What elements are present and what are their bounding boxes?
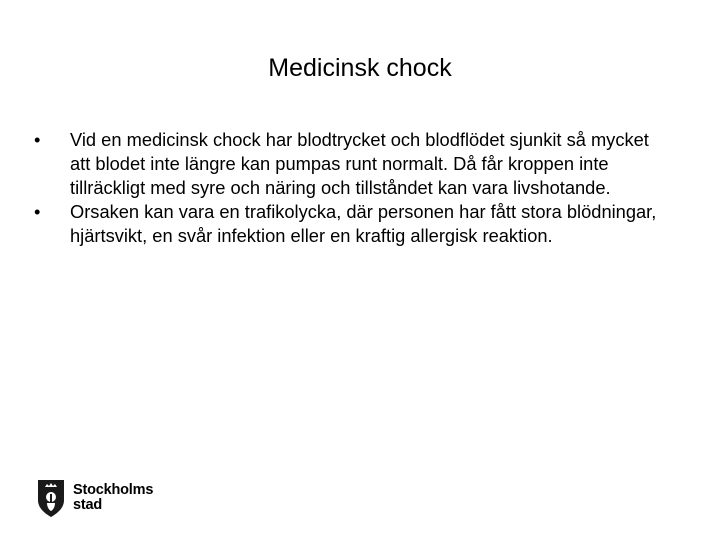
bullet-item xyxy=(34,128,674,200)
bullet-list xyxy=(34,128,674,248)
stockholms-stad-logo xyxy=(36,478,153,518)
bullet-text: Orsaken kan vara en trafikolycka, där personen har fått stora blödningar, hjärtsvikt, en svår infektion eller en kraftig allergisk reaktion. xyxy=(70,201,657,246)
logo-line-2: stad xyxy=(73,497,103,513)
bullet-marker: • xyxy=(34,129,41,150)
bullet-text: Vid en medicinsk chock har blodtrycket och blodflödet sjunkit så mycket att blodet inte längre kan pumpas runt normalt. Då får kroppen inte tillräckligt med syre och näring och tillståndet kan vara livshotande. xyxy=(70,129,649,198)
bullet-marker: • xyxy=(34,201,41,222)
slide-title: Medicinsk chock xyxy=(268,54,452,82)
bullet-item xyxy=(34,200,674,248)
logo-wordmark xyxy=(73,483,153,513)
logo-line-1: Stockholms xyxy=(73,482,154,498)
stockholm-crest-icon xyxy=(36,478,66,518)
